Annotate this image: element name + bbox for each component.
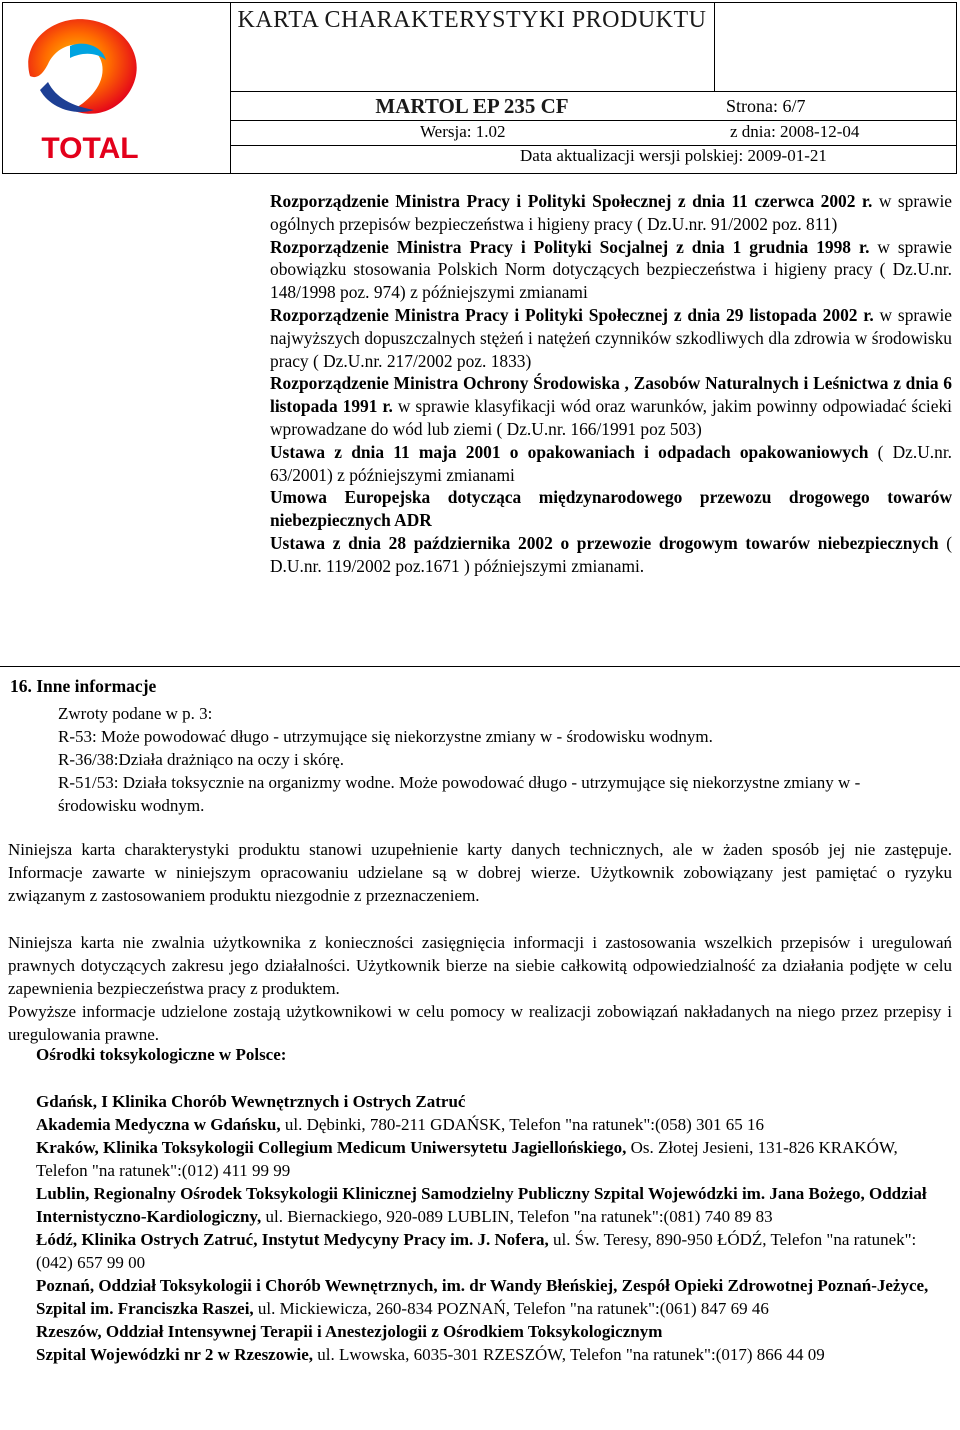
product-name: MARTOL EP 235 CF bbox=[375, 94, 569, 118]
regulation-item: Umowa Europejska dotycząca międzynarodowego przewozu drogowego towarów niebezpiecznych ADR bbox=[270, 487, 952, 531]
regulation-item: Rozporządzenie Ministra Pracy i Polityki Społecznej z dnia 29 listopada 2002 r. w sprawie najwyższych dopuszczalnych stężeń i natężeń czynników szkodliwych dla zdrowia w środowisku pracy ( Dz.U.nr. 217/2002 poz. 1833) bbox=[270, 304, 953, 371]
center-item: Szpital Wojewódzki nr 2 w Rzeszowie, ul. Lwowska, 6035-301 RZESZÓW, Telefon "na ratunek":(017) 866 44 09 bbox=[36, 1345, 825, 1364]
regulation-item: Ustawa z dnia 28 października 2002 o przewozie drogowym towarów niebezpiecznych ( D.U.nr. 119/2002 poz.1671 ) późniejszymi zmianami. bbox=[270, 532, 953, 576]
header-border-left bbox=[2, 2, 3, 174]
section-16-title: 16. Inne informacje bbox=[10, 676, 157, 696]
regulation-item: Rozporządzenie Ministra Pracy i Polityki Socjalnej z dnia 1 grudnia 1998 r. w sprawie obowiązku stosowania Polskich Norm dotyczących bezpieczeństwa i higieny pracy ( Dz.U.nr. 148/1998 poz. 974) z późniejszymi zmianami bbox=[270, 236, 953, 303]
disclaimer-paragraph-1 bbox=[8, 838, 952, 907]
page-number: Strona: 6/7 bbox=[726, 96, 806, 116]
phrase-item: R-36/38:Działa drażniąco na oczy i skórę. bbox=[58, 750, 345, 769]
center-item: Poznań, Oddział Toksykologii i Chorób Wewnętrznych, im. dr Wandy Błeńskiej, Zespół Opieki Zdrowotnej Poznań-Jeżyce, Szpital im. Franciszka Raszei, ul. Mickiewicza, 260-834 POZNAŃ, Telefon "na ratunek":(061) 847 69 46 bbox=[36, 1276, 929, 1318]
total-logo bbox=[10, 6, 170, 166]
version: Wersja: 1.02 bbox=[420, 122, 506, 141]
paragraph-text: Powyższe informacje udzielone zostają użytkownikowi w celu pomocy w realizacji zobowiązań nakładanych na niego przez przepisy i uregulowania prawne. bbox=[8, 1002, 952, 1044]
header-border-right bbox=[956, 2, 957, 174]
document-title: KARTA CHARAKTERYSTYKI PRODUKTU bbox=[237, 7, 707, 33]
phrases-intro: Zwroty podane w p. 3: bbox=[58, 704, 213, 723]
paragraph-text: Niniejsza karta charakterystyki produktu stanowi uzupełnienie karty danych technicznych, ale w żaden sposób jej nie zastępuje. Informacje zawarte w niniejszym opracowaniu udzielane są w dobrej wierze. Użytkownik zobowiązany jest pamiętać o ryzyku związanym z zastosowaniem produktu niezgodnie z przeznaczeniem. bbox=[8, 840, 952, 905]
center-item: Akademia Medyczna w Gdańsku, ul. Dębinki, 780-211 GDAŃSK, Telefon "na ratunek":(058) 301 65 16 bbox=[36, 1115, 765, 1134]
regulation-item: Rozporządzenie Ministra Ochrony Środowiska , Zasobów Naturalnych i Leśnictwa z dnia 6 listopada 1991 r. w sprawie klasyfikacji wód oraz warunków, jakim powinny odpowiadać ścieki wprowadzane do wód lub ziemi ( Dz.U.nr. 166/1991 poz 503) bbox=[270, 373, 952, 439]
toxicology-centers-list bbox=[36, 1090, 946, 1366]
paragraph-text: Niniejsza karta nie zwalnia użytkownika z konieczności zasięgnięcia informacji i zastosowania wszelkich przepisów i uregulowań prawnych dotyczących zakresu jego działalności. Użytkownik bierze na siebie całkowitą odpowiedzialność za działania podjęte w celu zapewnienia bezpieczeństwa pracy z produktem. bbox=[8, 933, 952, 998]
phrase-item: R-53: Może powodować długo - utrzymujące się niekorzystne zmiany w - środowisku wodnym. bbox=[58, 727, 713, 746]
header-border-bottom bbox=[2, 173, 957, 174]
update-date: Data aktualizacji wersji polskiej: 2009-01-21 bbox=[520, 146, 827, 165]
header-divider-row1 bbox=[230, 91, 957, 92]
center-item: Lublin, Regionalny Ośrodek Toksykologii Klinicznej Samodzielny Publiczny Szpital Wojewódzki im. Jana Bożego, Oddział Internistyczno-Kardiologiczny, ul. Biernackiego, 920-089 LUBLIN, Telefon "na ratunek":(081) 740 89 83 bbox=[36, 1184, 927, 1226]
logo-wordmark: TOTAL bbox=[41, 132, 139, 165]
regulations-list bbox=[270, 190, 952, 578]
center-item: Łódź, Klinika Ostrych Zatruć, Instytut Medycyny Pracy im. J. Nofera, ul. Św. Teresy, 890-950 ŁÓDŹ, Telefon "na ratunek":(042) 657 99 00 bbox=[36, 1230, 917, 1272]
center-item: Kraków, Klinika Toksykologii Collegium Medicum Uniwersytetu Jagiellońskiego, Os. Złotej Jesieni, 131-826 KRAKÓW, Telefon "na ratunek":(012) 411 99 99 bbox=[36, 1138, 898, 1180]
regulation-item: Rozporządzenie Ministra Pracy i Polityki Społecznej z dnia 11 czerwca 2002 r. w sprawie ogólnych przepisów bezpieczeństwa i higieny pracy ( Dz.U.nr. 91/2002 poz. 811) bbox=[270, 191, 952, 234]
section-divider bbox=[0, 666, 960, 667]
risk-phrases bbox=[58, 702, 938, 817]
center-item: Rzeszów, Oddział Intensywnej Terapii i Anestezjologii z Ośrodkiem Toksykologicznym bbox=[36, 1322, 663, 1341]
header-divider-row2 bbox=[230, 120, 957, 121]
version-date: z dnia: 2008-12-04 bbox=[730, 122, 860, 141]
regulation-item: Ustawa z dnia 11 maja 2001 o opakowaniach i odpadach opakowaniowych ( Dz.U.nr. 63/2001) z późniejszymi zmianami bbox=[270, 441, 952, 485]
centers-heading: Ośrodki toksykologiczne w Polsce: bbox=[36, 1045, 287, 1064]
disclaimer-paragraph-2 bbox=[8, 931, 952, 1046]
center-item: Gdańsk, I Klinika Chorób Wewnętrznych i Ostrych Zatruć bbox=[36, 1092, 466, 1111]
header-divider-logo bbox=[230, 2, 231, 174]
header-border-top bbox=[2, 2, 957, 3]
header-divider-title bbox=[714, 2, 715, 92]
phrase-item: R-51/53: Działa toksycznie na organizmy wodne. Może powodować długo - utrzymujące się niekorzystne zmiany w - środowisku wodnym. bbox=[58, 773, 861, 815]
